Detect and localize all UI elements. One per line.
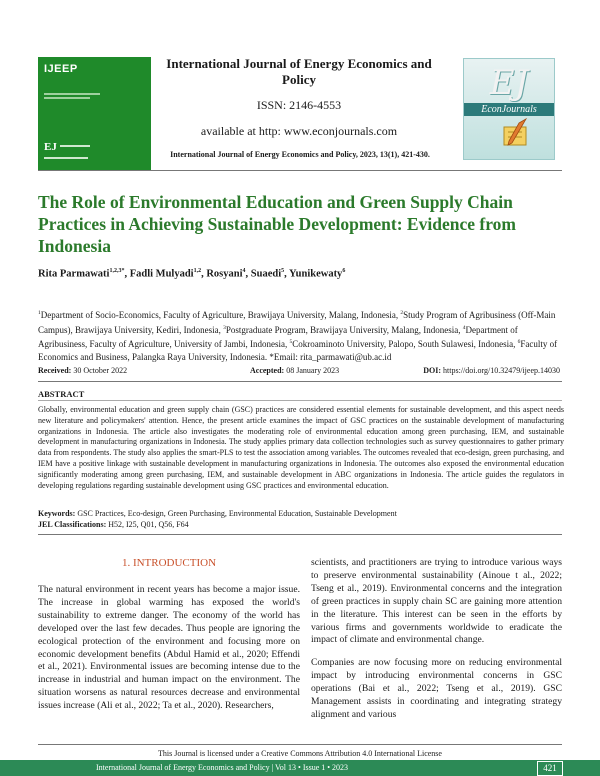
logo-name: EconJournals (464, 103, 554, 116)
affiliation-mark: 4 (462, 324, 466, 331)
author-list: Rita Parmawati$^{1,2,3*}$, Fadli Mulyadi$^{1,2}$, Rosyani$^4$, Suaedi$^5$, Yunikewaty$^6$ (38, 268, 346, 280)
author-name: Rita Parmawati (38, 268, 110, 280)
keywords-divider (38, 534, 562, 535)
header-divider (38, 170, 562, 171)
jel-label: JEL Classifications: (38, 519, 107, 529)
logo-mark: EJ (489, 63, 529, 103)
jel-value: H52, I25, Q01, Q56, F64 (108, 519, 189, 529)
cover-rule (44, 157, 88, 159)
author-affiliation-mark: 5 (281, 268, 285, 274)
author-name: Yunikewaty (289, 268, 343, 280)
cover-title: IJEEP (44, 63, 78, 75)
accepted-date (250, 366, 339, 375)
doi-label: DOI: (423, 366, 442, 375)
license-line: This Journal is licensed under a Creative Commons Attribution 4.0 International License (158, 749, 442, 758)
abstract-divider (38, 400, 562, 401)
author-affiliation-mark: 4 (242, 268, 246, 274)
received-date (38, 366, 127, 375)
page-number: 421 (537, 761, 563, 776)
author-affiliation-mark: 1,2 (193, 268, 202, 274)
body-right-column (311, 557, 562, 732)
jel-classifications (38, 520, 562, 531)
pencil-icon (464, 117, 554, 157)
doi-link[interactable]: https://doi.org/10.32479/ijeep.14030 (443, 366, 560, 375)
issn: ISSN: 2146-4553 (256, 98, 342, 112)
section-heading: 1. INTRODUCTION (121, 557, 217, 569)
journal-title: International Journal of Energy Economics and Policy (166, 56, 432, 87)
abstract-heading: ABSTRACT (38, 389, 85, 399)
author-affiliation-mark: 1,2,3* (109, 268, 125, 274)
availability-line: available at http: www.econjournals.com (200, 124, 398, 138)
running-footer: International Journal of Energy Economics and Policy | Vol 13 • Issue 1 • 2023 (96, 763, 349, 772)
affiliation-mark: 6 (517, 339, 521, 346)
keywords-value: GSC Practices, Eco-design, Green Purchasing, Environmental Education, Sustainable Development (77, 509, 397, 518)
affiliation-mark: 3 (223, 324, 226, 331)
econjournals-logo (463, 58, 555, 160)
paper-title: The Role of Environmental Education and Green Supply Chain Practices in Achieving Sustainable Development: Evidence from Indonesia (38, 192, 516, 256)
affiliation: Department of Socio-Economics, Faculty of Agriculture, Brawijaya University, Malang, Indonesia, (40, 310, 401, 320)
author-name: Suaedi (250, 268, 282, 280)
affiliation: Cokroaminoto University, Palopo, South Sulawesi, Indonesia, (292, 339, 518, 350)
affiliation: Department of Agribusiness, Faculty of Agriculture, University of Jambi, Indonesia, (38, 324, 518, 350)
affiliation-mark: 2 (400, 310, 404, 316)
license-divider (38, 744, 562, 745)
accepted-value: 08 January 2023 (286, 366, 340, 375)
affiliation: Postgraduate Program, Brawijaya University, Malang, Indonesia, (225, 324, 463, 335)
meta-divider (38, 381, 562, 382)
citation-line: International Journal of Energy Economics and Policy, 2023, 13(1), 421-430. (170, 150, 430, 159)
body-paragraph: The natural environment in recent years has become a major issue. The increase in global warming has exposed the world's sustainability to extreme danger. The economy of the world has developed over the last few decades. Thus people are ignoring the ecological protection of the environment and focusing more on economic development benefits (Abdul Hamid et al., 2020; Effendi et al., 2021). Environmental issues are becoming intense due to the increase in industrial and human impact on the environment. The situation worsens as natural resources decrease and environmental issues increase (Ali et al., 2022; Ta et al., 2020). Researchers, (38, 584, 300, 712)
body-paragraph: scientists, and practitioners are trying to introduce various ways to preserve environmental sustainability (Ainoue t al., 2022; Tseng et al., 2019). Environmental concerns and the integration of green practices in supply chain SC are gaining more attention in the literature. This interest can be seen in the efforts by various firms and governments worldwide to eradicate the impact of climate and environmental change. (311, 557, 562, 646)
affiliation-mark: 1 (38, 310, 41, 316)
affiliations (38, 307, 562, 363)
author-name: Rosyani (206, 268, 243, 280)
affiliation-mark: 5 (289, 339, 293, 346)
cover-rule (44, 93, 100, 95)
received-value: 30 October 2022 (73, 366, 128, 375)
page-footer (0, 760, 600, 776)
affiliation: Faculty of Economics and Business, Palangka Raya University, Indonesia. *Email: rita_parmawati@ub.ac.id (38, 339, 558, 362)
journal-cover-image (38, 57, 151, 170)
author-name: Fadli Mulyadi (129, 268, 194, 280)
author-affiliation-mark: 6 (342, 268, 346, 274)
keywords (38, 509, 562, 520)
article-dates (38, 366, 562, 378)
doi (423, 366, 560, 375)
keywords-block (38, 509, 562, 530)
keywords-label: Keywords: (38, 509, 76, 518)
abstract-body: Globally, environmental education and green supply chain (GSC) practices are considered essential elements for sustainable development, and this aspect needs new literature and policymakers' attention. Hence, the present article examines the impact of GSC practices on the sustainable development of manufacturing organizations in Indonesia. The article also investigates the moderating role of environmental education among green purchasing, IEM, and sustainable development in manufacturing organizations in Indonesia. The study applies primary data collection technologies such as survey questionnaires to gather primary data from respondents. The study also applies the smart-PLS to test the association among variables. The outcomes revealed that eco-design, green purchasing, and IEM have a positive linkage with sustainable development in manufacturing organizations in Indonesia. The outcomes also exposed the environmental education significantly moderating among green purchasing, IEM, and sustainable development in ABC organizations in Indonesia. The article guides the regulators in developing regulations regarding sustainable development using GSC practices and environmental education. (38, 405, 564, 490)
received-label: Received: (38, 366, 72, 375)
accepted-label: Accepted: (250, 366, 285, 375)
affiliation: Study Program of Agribusiness (Off-Main Campus), Brawijaya University, Kediri, Indonesia, (38, 310, 556, 335)
cover-logo: EJ (44, 141, 57, 153)
cover-rule (60, 145, 90, 147)
body-paragraph: Companies are now focusing more on reducing environmental impact by introducing environmental concerns in GSC operations (Bai et al., 2022; Tseng et al., 2019). GSC Management assists in coordinating and integrating strategy alignment and various (311, 657, 562, 720)
cover-rule (44, 97, 90, 99)
